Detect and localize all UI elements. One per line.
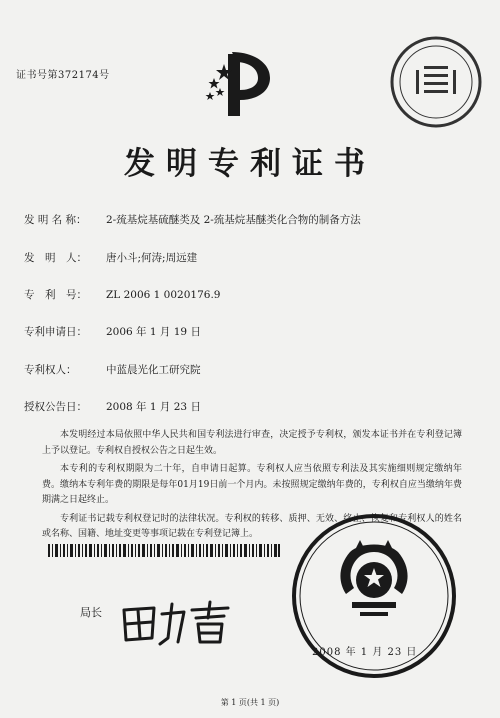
- field-label: 授权公告日：: [24, 401, 87, 413]
- field-value: 2008 年 1 月 23 日: [106, 401, 201, 413]
- page-number: 第 1 页(共 1 页): [220, 698, 280, 707]
- field-invention-name: [24, 212, 361, 227]
- field-label: 专利申请日：: [24, 326, 87, 338]
- field-patentee: [24, 362, 201, 377]
- field-patent-number: [24, 287, 220, 302]
- field-label: 专利权人：: [24, 364, 77, 376]
- registration-stamp: [386, 32, 486, 132]
- field-inventors: [24, 250, 197, 265]
- field-value: 唐小斗;何涛;周远建: [106, 252, 198, 264]
- field-label: 发 明 人：: [24, 252, 87, 264]
- body-paragraph: 本发明经过本局依照中华人民共和国专利法进行审查，决定授予专利权，颁发本证书并在专利登记簿上予以登记。专利权自授权公告之日起生效。: [42, 430, 462, 456]
- field-label: 专 利 号：: [24, 289, 87, 301]
- certificate-title: 发明专利证书: [124, 146, 376, 182]
- field-application-date: [24, 324, 201, 339]
- director-signature: [80, 598, 240, 646]
- field-value: 2006 年 1 月 19 日: [106, 326, 201, 338]
- body-paragraph: 本专利的专利权期限为二十年，自申请日起算。专利权人应当依照专利法及其实施细则规定缴纳年费。缴纳本专利年费的期限是每年01月19日前一个月内。未按照规定缴纳年费的，专利权自应当缴纳年费期满之日起终止。: [42, 464, 462, 505]
- issue-date: 2008 年 1 月 23 日: [312, 647, 418, 658]
- field-value: ZL 2006 1 0020176.9: [106, 289, 221, 301]
- patent-office-emblem-icon: [204, 44, 278, 120]
- barcode: [48, 544, 280, 557]
- field-value: 中蓝晨光化工研究院: [106, 364, 201, 376]
- field-grant-date: [24, 399, 201, 414]
- body-paragraph: 专利证书记载专利权登记时的法律状况。专利权的转移、质押、无效、终止、恢复和专利权人的姓名或名称、国籍、地址变更等事项记载在专利登记簿上。: [42, 513, 462, 539]
- certificate-number: 证书号第372174号: [16, 70, 110, 81]
- director-label: 局长: [80, 606, 102, 619]
- field-value: 2-巯基烷基硫醚类及 2-巯基烷基醚类化合物的制备方法: [106, 214, 361, 226]
- field-label: 发 明 名 称：: [24, 214, 87, 226]
